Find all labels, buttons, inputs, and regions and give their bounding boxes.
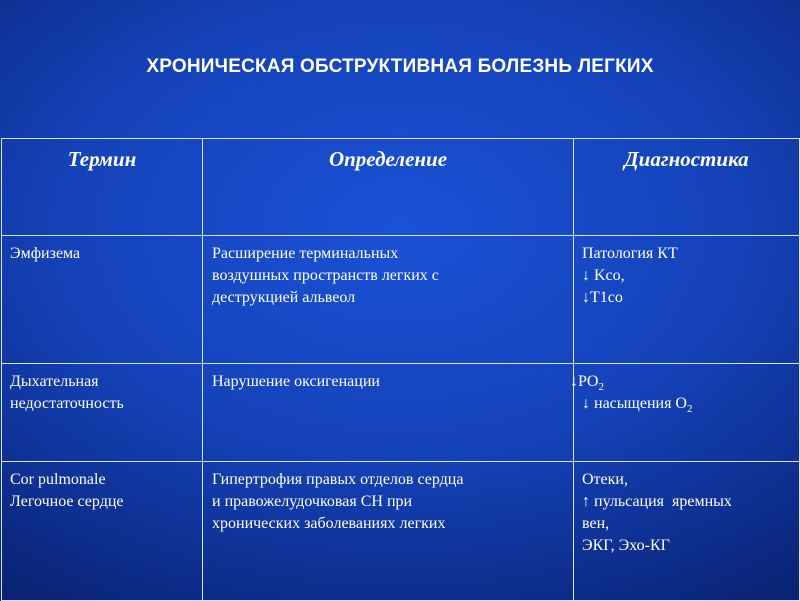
po2-label: ↓PO (570, 373, 599, 390)
header-definition: Определение (203, 139, 574, 236)
table-header-row (2, 139, 800, 236)
diagnostic-line (570, 371, 791, 393)
saturation-label: ↓ насыщения O (582, 395, 687, 412)
diagnostic-line (582, 393, 791, 415)
definition-line: хронических заболеваниях легких (212, 515, 446, 532)
table-row-respiratory-failure (2, 364, 800, 462)
cell-diagnostics (574, 462, 800, 601)
term-text: Cor pulmonale (10, 471, 106, 488)
slide-title: ХРОНИЧЕСКАЯ ОБСТРУКТИВНАЯ БОЛЕЗНЬ ЛЕГКИХ (146, 56, 654, 77)
definition-line: Нарушение оксигенации (212, 373, 380, 390)
diagnostic-line: ↓T1co (582, 289, 623, 306)
definition-line: воздушных пространств легких с (212, 267, 439, 284)
cell-term (2, 236, 203, 364)
diagnostic-line: Отеки, (582, 471, 628, 488)
table-row-cor-pulmonale (2, 462, 800, 601)
header-diagnostics: Диагностика (574, 139, 800, 236)
definition-line: и правожелудочковая СН при (212, 493, 413, 510)
term-text: Легочное сердце (10, 493, 124, 510)
header-term: Термин (2, 139, 203, 236)
definition-line: деструкцией альвеол (212, 289, 356, 306)
cell-term (2, 462, 203, 601)
diagnostic-line: ЭКГ, Эхо-КГ (582, 537, 670, 554)
cell-term (2, 364, 203, 462)
cell-definition (203, 462, 574, 601)
cell-diagnostics (570, 364, 800, 462)
subscript: 2 (598, 381, 604, 393)
cell-definition (203, 364, 574, 462)
diagnostic-line: вен, (582, 515, 610, 532)
table-row-emphysema (2, 236, 800, 364)
cell-definition (203, 236, 574, 364)
cell-diagnostics (574, 236, 800, 364)
definition-line: Расширение терминальных (212, 245, 399, 262)
diagnostic-line: ↑ пульсация яремных (582, 493, 732, 510)
definition-line: Гипертрофия правых отделов сердца (212, 471, 464, 488)
subscript: 2 (686, 403, 693, 415)
copd-table (1, 138, 800, 601)
term-text: недостаточность (10, 395, 124, 412)
term-text: Эмфизема (10, 245, 81, 262)
diagnostic-line: ↓ Kco, (582, 267, 625, 284)
term-text: Дыхательная (10, 373, 99, 390)
diagnostic-line: Патология КТ (582, 245, 678, 262)
